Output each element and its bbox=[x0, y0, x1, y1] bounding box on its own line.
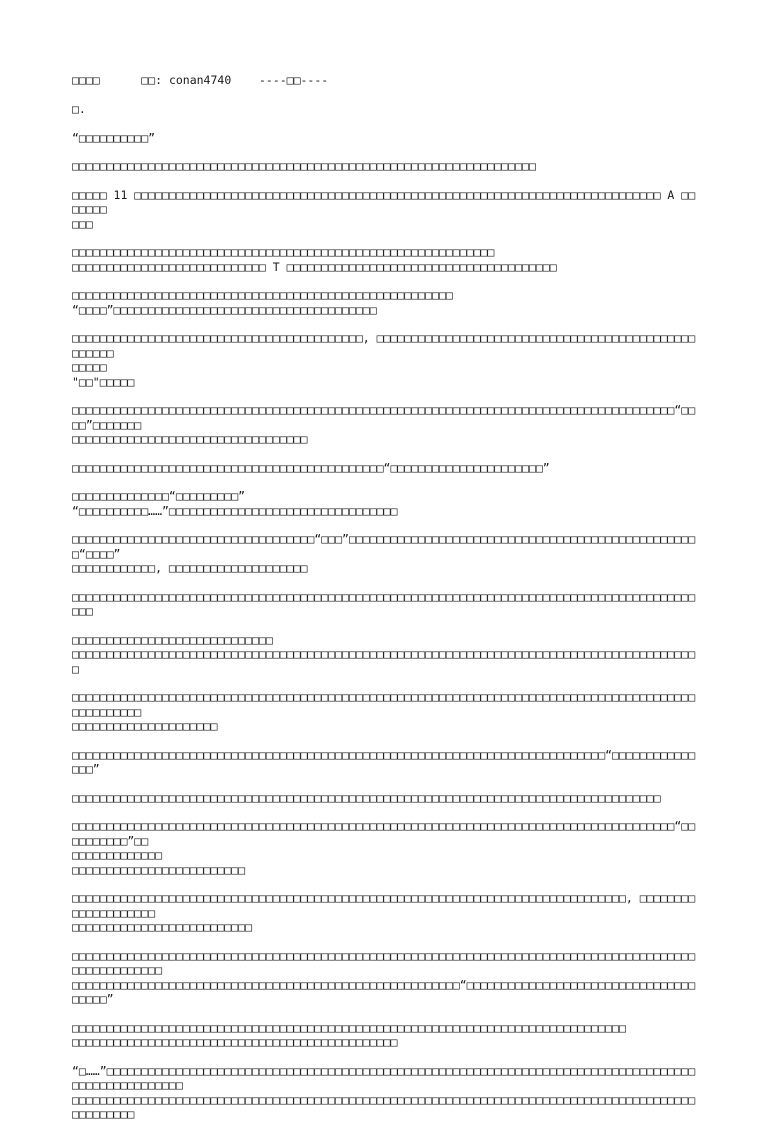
paragraph bbox=[72, 532, 700, 576]
paragraph bbox=[72, 131, 700, 146]
text-line: □□□□□ 11 □□□□□□□□□□□□□□□□□□□□□□□□□□□□□□□□□□□□□□□□□□□□□□□□□□□□□□□□□□□□□□□□□□□□□□□□□□□□ A □□□□□□□ bbox=[72, 187, 696, 216]
text-line: □□□□□□□□□□□□□□□□□□□□□□□□□□□□□□□□□□□□□□□□□□□□□□□□□□□□□□□□□□□□□□□□□□□□□□□□□□□□□□□□□□□□□□□□□□□□□□□□□□□□□□□ bbox=[72, 948, 696, 977]
text-line: □□□□□□□□□□□□□□□□□□□□□□□□□□ bbox=[72, 920, 253, 934]
text-line: □□□□□□□□□□□□□□□□□□□□□□□□□□□□□□□□□□□□□□□□□□□□□□□ bbox=[72, 1035, 398, 1049]
text-line: “□□□□□□□□□□” bbox=[72, 130, 156, 145]
text-line: □□□□□□□□□□□□□□□□□□□□□□□□□□□□□ bbox=[72, 632, 273, 647]
text-line: □□□□□□□□□□□□□□□□□□□□□□□□□□□□□□□□□□□“□□□”□□□□□□□□□□□□□□□□□□□□□□□□□□□□□□□□□□□□□□□□□□□□□□□□□□□“□□□□” bbox=[72, 532, 696, 561]
text-line: □□□□□□□□□□□□□□□□□□□□□□□□□□□□□□□□□□□□□□□□□□□□□□□□□□□□□□□□□□□□□□□□□□□□□□□□□□□□□□□□□□□□□□□□□□□□□□□□□□□□ bbox=[72, 690, 696, 719]
text-line: □□□□□□□□□□□□□□□□□□□□□□□□□□□□□□□□□□□□□□□□□□□□□□□□□□□□□□□□□□□□□□□□□□□□□□□□□□□□□□□□□□□□□□□□□□□□□ bbox=[72, 589, 696, 618]
text-line: □□□□□□□□□□□□□□□□□□□□□□□□□□□□□□□□□□□□□□□□□□□□□□□□□□□□□□□□“□□□□□□□□□□□□□□□□□□□□□□□□□□□□□□□□□□□□□□” bbox=[72, 977, 696, 1006]
paragraph bbox=[72, 590, 700, 619]
document-page bbox=[72, 72, 700, 1136]
text-line: □□□□□□□□□□□□□□“□□□□□□□□□” bbox=[72, 489, 246, 503]
text-line: □□□□□□□□□□□□□□□□□□□□□□□□□□□□□□□□□□□□□□□□□□□□□□□□□□□□□□□□□□□□□□□□□□□□□□□□□□□□□□□□, □□□□□□□□□□□□□□□□□□□□ bbox=[72, 891, 696, 920]
text-line: "□□"□□□□□ bbox=[72, 374, 135, 389]
text-line: □□□□□□□□□□□□□□□□□□□□□□□□□ bbox=[72, 862, 246, 877]
text-line: “□□□□□□□□□□……”□□□□□□□□□□□□□□□□□□□□□□□□□□□□□□□□□ bbox=[72, 503, 398, 518]
text-line: □□□□□□□□□□□□□□□□□□□□□□□□□□□□□□□□□□□□□□□□□□□□□□□□□□□□□□□□□□□□□□□□□□□□□□□□□□□□□□□□□□□□□□□“□□□□□□□□□□”□□ bbox=[72, 819, 696, 848]
text-line: □□□□□□□□□□□□□□□□□□□□□□□□□□□□□□□□□□□□□□□□□□□□□□□□□□□□□□□□□□□□□ bbox=[72, 245, 495, 259]
text-line: □□□□□□□□□□□□□□□□□□□□□□□□□□□□□□□□□□□□□□□□□□□□□“□□□□□□□□□□□□□□□□□□□□□□” bbox=[72, 460, 550, 475]
paragraph bbox=[72, 288, 700, 317]
paragraph bbox=[72, 489, 700, 518]
paragraph bbox=[72, 891, 700, 935]
paragraph bbox=[72, 690, 700, 734]
text-line: □. bbox=[72, 102, 86, 116]
text-line: □□□□□ bbox=[72, 360, 107, 374]
text-line: □□□□□□□□□□□□□□□□□□□□□□□□□□□□□□□□□□□□□□□□□□□□□□□□□□□□□□□□□□□□□□□□□□□□□□□□□□□□□□□□ bbox=[72, 1020, 626, 1035]
document-header bbox=[72, 72, 700, 88]
paragraph bbox=[72, 1021, 700, 1050]
paragraph bbox=[72, 748, 700, 777]
text-line: □□□□□□□□□□□□□□□□□□□□□□□□□□□□□□□□□□□□□□□□□□□□□□□□□□□□□□□□□□□□□□□□□□□□□□□□□□□□□□□□□□□□□□□“□□□□”□□□□□□□ bbox=[72, 403, 696, 432]
paragraph bbox=[72, 403, 700, 447]
paragraph bbox=[72, 949, 700, 1007]
text-line: □□□□□□□□□□□□□□□□□□□□□□□□□□□□□□□□□□ bbox=[72, 432, 308, 446]
document-body bbox=[72, 102, 700, 1122]
text-line: □□□□□□□□□□□□□□□□□□□□□□□□□□□□□□□□□□□□□□□□□□□□□□□□□□□□□□□□□□□□□□□□□□□ bbox=[72, 159, 536, 173]
paragraph bbox=[72, 461, 700, 476]
paragraph bbox=[72, 819, 700, 877]
text-line: □□□□□□□□□□□□□□□□□□□□□□□□□□□□□□□□□□□□□□□□□□□□□□□□□□□□□□□□□□□□□□□□□□□□□□□□□□□□□□□□□□□□□□□□□□□□□□□□□□□ bbox=[72, 1092, 696, 1121]
text-line: □□□ bbox=[72, 216, 93, 231]
header-left-text: □□□□ bbox=[72, 73, 100, 87]
text-line: □□□□□□□□□□□□, □□□□□□□□□□□□□□□□□□□□ bbox=[72, 561, 308, 575]
author-label: □□: conan4740 bbox=[141, 73, 232, 87]
paragraph bbox=[72, 1064, 700, 1122]
text-line: □□□□□□□□□□□□□ bbox=[72, 848, 163, 862]
text-line: “□□□□”□□□□□□□□□□□□□□□□□□□□□□□□□□□□□□□□□□□□□□ bbox=[72, 302, 377, 317]
text-line: □□□□□□□□□□□□□□□□□□□□□□□□□□□□ T □□□□□□□□□□□□□□□□□□□□□□□□□□□□□□□□□□□□□□□ bbox=[72, 259, 557, 274]
paragraph bbox=[72, 331, 700, 389]
text-line: □□□□□□□□□□□□□□□□□□□□□ bbox=[72, 719, 218, 733]
text-line: □□□□□□□□□□□□□□□□□□□□□□□□□□□□□□□□□□□□□□□□□□, □□□□□□□□□□□□□□□□□□□□□□□□□□□□□□□□□□□□□□□□□□□□□□□□□□□□ bbox=[72, 331, 696, 360]
header-right-text: ----□□---- bbox=[258, 73, 329, 87]
paragraph bbox=[72, 102, 700, 117]
text-line: □□□□□□□□□□□□□□□□□□□□□□□□□□□□□□□□□□□□□□□□□□□□□□□□□□□□□□□ bbox=[72, 288, 453, 302]
paragraph bbox=[72, 791, 700, 806]
text-line: “□……”□□□□□□□□□□□□□□□□□□□□□□□□□□□□□□□□□□□□□□□□□□□□□□□□□□□□□□□□□□□□□□□□□□□□□□□□□□□□□□□□□□□□□□□□□□□□□□□□□□□□□ bbox=[72, 1063, 696, 1092]
paragraph bbox=[72, 188, 700, 232]
text-line: □□□□□□□□□□□□□□□□□□□□□□□□□□□□□□□□□□□□□□□□□□□□□□□□□□□□□□□□□□□□□□□□□□□□□□□□□□□□□“□□□□□□□□□□□□□□□” bbox=[72, 747, 696, 776]
text-line: □□□□□□□□□□□□□□□□□□□□□□□□□□□□□□□□□□□□□□□□□□□□□□□□□□□□□□□□□□□□□□□□□□□□□□□□□□□□□□□□□□□□□ bbox=[72, 790, 661, 805]
paragraph bbox=[72, 245, 700, 274]
paragraph bbox=[72, 159, 700, 174]
paragraph bbox=[72, 633, 700, 677]
text-line: □□□□□□□□□□□□□□□□□□□□□□□□□□□□□□□□□□□□□□□□□□□□□□□□□□□□□□□□□□□□□□□□□□□□□□□□□□□□□□□□□□□□□□□□□□□ bbox=[72, 647, 696, 676]
